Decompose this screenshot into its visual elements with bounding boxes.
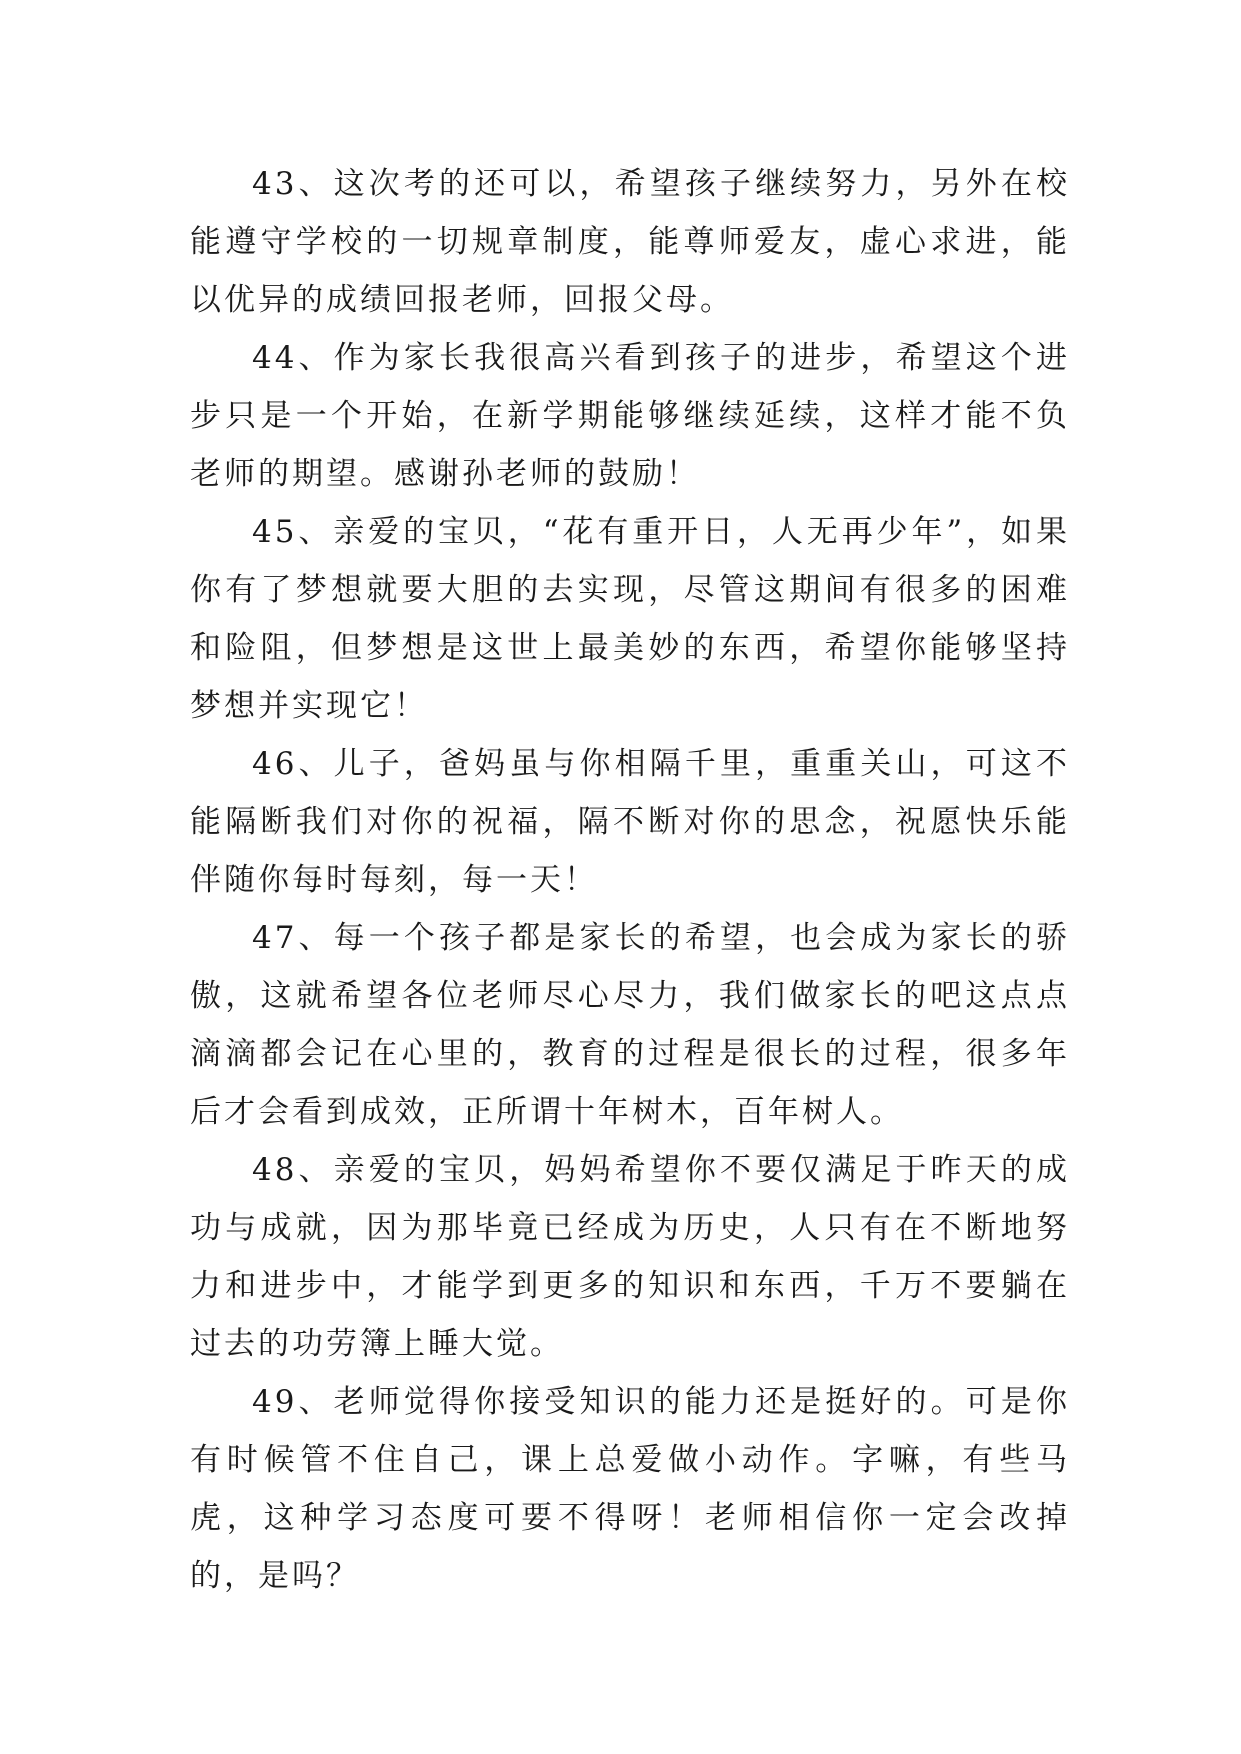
paragraph-48: 48、亲爱的宝贝，妈妈希望你不要仅满足于昨天的成功与成就，因为那毕竟已经成为历史，人只有在不断地努力和进步中，才能学到更多的知识和东西，千万不要躺在过去的功劳簿上睡大觉。: [190, 1152, 1070, 1362]
paragraph-49: 49、老师觉得你接受知识的能力还是挺好的。可是你有时候管不住自己，课上总爱做小动作。字嘛，有些马虎，这种学习态度可要不得呀！老师相信你一定会改掉的，是吗？: [190, 1384, 1070, 1594]
paragraph-44: 44、作为家长我很高兴看到孩子的进步，希望这个进步只是一个开始，在新学期能够继续延续，这样才能不负老师的期望。感谢孙老师的鼓励！: [190, 340, 1070, 492]
paragraph-43: 43、这次考的还可以，希望孩子继续努力，另外在校能遵守学校的一切规章制度，能尊师爱友，虚心求进，能以优异的成绩回报老师，回报父母。: [190, 166, 1070, 318]
paragraph-45: 45、亲爱的宝贝，“花有重开日，人无再少年”，如果你有了梦想就要大胆的去实现，尽管这期间有很多的困难和险阻，但梦想是这世上最美妙的东西，希望你能够坚持梦想并实现它！: [190, 514, 1070, 724]
document-body: [190, 155, 1070, 1605]
paragraph-46: 46、儿子，爸妈虽与你相隔千里，重重关山，可这不能隔断我们对你的祝福，隔不断对你的思念，祝愿快乐能伴随你每时每刻，每一天！: [190, 746, 1070, 898]
paragraph-47: 47、每一个孩子都是家长的希望，也会成为家长的骄傲，这就希望各位老师尽心尽力，我们做家长的吧这点点滴滴都会记在心里的，教育的过程是很长的过程，很多年后才会看到成效，正所谓十年树木，百年树人。: [190, 920, 1070, 1130]
